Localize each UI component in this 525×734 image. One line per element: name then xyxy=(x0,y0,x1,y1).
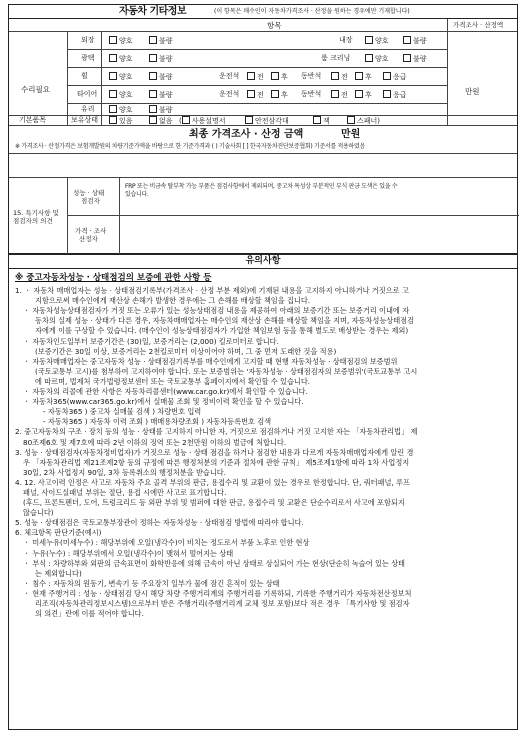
notice-line: 지함으로써 매수인에게 재산상 손해가 발생한 경우에는 그 손해를 배상할 책임을 집니다. xyxy=(35,296,311,306)
notice-body xyxy=(15,273,513,619)
basic-items-status: 보유상태 xyxy=(71,116,99,124)
checkbox-icon[interactable] xyxy=(149,105,157,113)
basic-manual-option[interactable]: ( 사용설명서 xyxy=(179,117,226,125)
notice-line: (국토교통부 고시)를 첨부하여 고지하여야 합니다. 또는 보증범위는 '자동차성능 · 상태점검자의 보증범위'(국토교통부 고시 xyxy=(35,366,418,376)
notice-line: ㆍ 누유(누수) : 해당부위에서 오일(냉각수)이 맺혀서 떨어지는 상태 xyxy=(23,548,234,558)
basic-spanner-option[interactable]: 스패너) xyxy=(347,116,380,126)
repair-item-wheel: 휠 xyxy=(81,72,88,80)
special-price-label: 가격 · 조사 xyxy=(75,227,107,235)
wheel-passenger-front[interactable]: 전 xyxy=(331,72,348,82)
checkbox-icon[interactable] xyxy=(182,116,190,124)
notice-line: 패널, 사이드실패널 부위는 절단, 용접 시에만 사고로 표기합니다. xyxy=(23,487,227,497)
basic-triangle-option[interactable]: 안전삼각대 xyxy=(245,116,289,126)
wheel-passenger-label: 동반석 xyxy=(301,72,322,80)
basic-none-option[interactable]: 없음 xyxy=(149,116,173,126)
checkbox-icon[interactable] xyxy=(383,72,391,80)
glass-good-option[interactable]: 양호 xyxy=(109,105,133,115)
notice-line: ㆍ 현재 주행거리 : 성능 · 상태점검 당시 해당 차량 주행거리계의 주행거리를 기록하되, 기록한 주행거리가 자동차전산정보처 xyxy=(23,588,412,598)
checkbox-icon[interactable] xyxy=(149,36,157,44)
checkbox-icon[interactable] xyxy=(383,90,391,98)
basic-items-label: 기본품목 xyxy=(19,116,47,124)
checkbox-icon[interactable] xyxy=(149,54,157,62)
special-price-label-b: 산정자 xyxy=(79,235,98,243)
notice-line: - 자동차365 ) 자동차 이력 조회 ) 매매용차량조회 ) 자동차등록번호 검색 xyxy=(43,417,272,427)
notice-title: 유의사항 xyxy=(9,255,517,269)
checkbox-icon[interactable] xyxy=(109,116,117,124)
notice-line: ㆍ 미세누유(미세누수) : 해당부위에 오일(냉각수)이 비치는 정도로서 부품 노후로 인한 현상 xyxy=(23,538,310,548)
interior-good-option[interactable]: 양호 xyxy=(365,36,389,46)
polish-bad-option[interactable]: 불량 xyxy=(149,54,173,64)
vehicle-other-info-table xyxy=(8,4,518,254)
notice-line: ㆍ 자동차365(www.car365.go.kr)에서 실매물 조회 및 정비이력 확인을 할 수 있습니다. xyxy=(23,397,304,407)
checkbox-icon[interactable] xyxy=(109,54,117,62)
tire-driver-front[interactable]: 전 xyxy=(247,90,264,100)
wheel-driver-front[interactable]: 전 xyxy=(247,72,264,82)
repair-label: 수리필요 xyxy=(21,85,50,94)
final-estimate-unit: 만원 xyxy=(341,129,361,140)
basic-have-option[interactable]: 있음 xyxy=(109,116,133,126)
checkbox-icon[interactable] xyxy=(247,72,255,80)
checkbox-icon[interactable] xyxy=(271,72,279,80)
notice-line: (후드, 프론트펜더, 도어, 트렁크리드 등 외판 부위 및 범퍼에 대한 판금, 용접수리 및 교환은 단순수리로서 사고에 포함되지 xyxy=(23,498,405,508)
checkbox-icon[interactable] xyxy=(109,36,117,44)
notice-line: (보증기간은 30일 이상, 보증거리는 2천킬로미터 이상이어야 하며, 그 중 먼저 도래한 것을 적용) xyxy=(35,346,337,356)
tire-driver-rear[interactable]: 후 xyxy=(271,90,288,100)
notice-line: 자에게 이를 구상할 수 있습니다. (매수인이 성능상태점검자가 가입한 책임보험 등을 통해 별도로 배상받는 경우는 제외) xyxy=(35,326,409,336)
repair-item-room-cleaning: 룸 크리닝 xyxy=(321,54,351,62)
checkbox-icon[interactable] xyxy=(245,116,253,124)
exterior-good-option[interactable]: 양호 xyxy=(109,36,133,46)
notice-line: 2. 중고자동차의 구조 · 장치 등의 성능 · 상태를 고지하지 아니한 자, 거짓으로 점검하거나 거짓 고지한 자는 「자동차관리법」 제 xyxy=(15,427,418,437)
special-performance-text-1: FRP 또는 비금속 탈부착 가능 부품은 점검사항에서 제외되며, 중고차 특성상 부분적인 부식 판금 도색은 있을 수 xyxy=(125,183,398,190)
wheel-good-option[interactable]: 양호 xyxy=(109,72,133,82)
tire-passenger-rear[interactable]: 후 xyxy=(355,90,372,100)
polish-good-option[interactable]: 양호 xyxy=(109,54,133,64)
checkbox-icon[interactable] xyxy=(355,72,363,80)
notice-line: - 자동차365 ) 중고차 실매물 검색 ) 차량번호 입력 xyxy=(43,407,202,417)
repair-item-glass: 유리 xyxy=(81,105,95,113)
notice-section-heading: ※ 중고자동차성능 · 상태점검의 보증에 관한 사항 등 xyxy=(15,273,212,283)
title-row xyxy=(9,5,517,19)
notice-line: ㆍ 부식 : 차량하부와 외판의 금속표면이 화학반응에 의해 금속이 아닌 상태로 상실되어 가는 현상(단순히 녹슬어 있는 상태 xyxy=(23,558,405,568)
checkbox-icon[interactable] xyxy=(365,36,373,44)
room-cleaning-bad-option[interactable]: 불량 xyxy=(403,54,427,64)
notice-line: 5. 성능 · 상태점검은 국토교통부장관이 정하는 자동차성능 · 상태점검 방법에 따라야 합니다. xyxy=(15,518,304,528)
special-notes-label-2: 점검자의 의견 xyxy=(13,217,53,225)
checkbox-icon[interactable] xyxy=(355,90,363,98)
notice-line: ㆍ 자동차성능상태점검자가 거짓 또는 오류가 있는 성능상태점검 내용을 제공하여 아래의 보증기간 또는 보증거리 이내에 자 xyxy=(23,306,410,316)
wheel-driver-label: 운전석 xyxy=(219,72,240,80)
wheel-passenger-rear[interactable]: 후 xyxy=(355,72,372,82)
final-estimate-label: 최종 가격조사 · 산정 금액 xyxy=(189,129,304,140)
notice-section xyxy=(8,254,518,730)
checkbox-icon[interactable] xyxy=(331,72,339,80)
tire-driver-label: 운전석 xyxy=(219,90,240,98)
notice-line: 리조직(자동차관리정보시스템)으로부터 받은 주행거리(주행거리계 교체 정보 포함)보다 적은 경우 「특기사항 및 점검자 xyxy=(35,599,410,608)
checkbox-icon[interactable] xyxy=(109,90,117,98)
notice-line: ㆍ 침수 : 자동차의 원동기, 변속기 등 주요장치 일부가 물에 잠긴 흔적이 있는 상태 xyxy=(23,578,280,588)
checkbox-icon[interactable] xyxy=(313,116,321,124)
notice-line: ㆍ 자동차매매업자는 중고자동차 성능 · 상태점검기록부를 매수인에게 고지할 때 현행 자동차성능 · 상태점검의 보증범위 xyxy=(23,356,398,366)
checkbox-icon[interactable] xyxy=(347,116,355,124)
glass-bad-option[interactable]: 불량 xyxy=(149,105,173,115)
section-note: (이 항목은 매수인이 자동차가격조사 · 산정을 원하는 경우에만 기재합니다) xyxy=(214,8,410,15)
tire-spare[interactable]: 응급 xyxy=(383,90,407,100)
inspection-form-page xyxy=(8,4,518,730)
wheel-driver-rear[interactable]: 후 xyxy=(271,72,288,82)
checkbox-icon[interactable] xyxy=(331,90,339,98)
tire-bad-option[interactable]: 불량 xyxy=(149,90,173,100)
special-notes-label-1: 15. 특기사항 및 xyxy=(13,209,59,217)
checkbox-icon[interactable] xyxy=(149,90,157,98)
checkbox-icon[interactable] xyxy=(149,116,157,124)
notice-line: 않습니다) xyxy=(23,508,54,518)
repair-item-interior: 내장 xyxy=(339,36,353,44)
room-cleaning-good-option[interactable]: 양호 xyxy=(365,54,389,64)
repair-item-tire: 타이어 xyxy=(77,90,98,98)
wheel-spare[interactable]: 응급 xyxy=(383,72,407,82)
notice-line: 우 「자동차관리법 제21조제2항 등의 규정에 따른 행정처분의 기준과 절차에 관한 규칙」 제5조제1항에 따라 1차 사업정지 xyxy=(23,457,410,467)
repair-item-exterior: 외장 xyxy=(81,36,95,44)
notice-line: 에 따르며, 법제처 국가법령정보센터 또는 국토교통부 홈페이지에서 확인할 수 있습니다. xyxy=(35,376,311,386)
notice-line: 는 제외합니다) xyxy=(35,568,82,578)
section-title: 자동차 기타정보 xyxy=(119,6,187,17)
checkbox-icon[interactable] xyxy=(149,72,157,80)
tire-passenger-label: 동반석 xyxy=(301,90,322,98)
notice-line: ㆍ 자동차의 리콜에 관한 사항은 자동차리콜센터(www.car.go.kr)에서 확인할 수 있습니다. xyxy=(23,387,308,397)
estimate-description: ※ 가격조사 · 산정가격은 보험개발원의 차량기준가액을 바탕으로 한 기준가격과 ( ) 기술사회 [ ] 한국자동차진단보증협회) 기준서를 적용하였음 xyxy=(15,143,366,150)
special-performance-label: 성능 · 상태 xyxy=(73,189,105,197)
checkbox-icon[interactable] xyxy=(403,54,411,62)
wheel-bad-option[interactable]: 불량 xyxy=(149,72,173,82)
notice-line: 30일, 2차 사업정지 90일, 3차 등록취소의 행정처분을 받습니다. xyxy=(23,467,227,477)
checkbox-icon[interactable] xyxy=(109,105,117,113)
basic-jack-option[interactable]: 잭 xyxy=(313,116,330,126)
special-performance-label-b: 점검자 xyxy=(81,197,100,205)
exterior-bad-option[interactable]: 불량 xyxy=(149,36,173,46)
tire-good-option[interactable]: 양호 xyxy=(109,90,133,100)
repair-price-unit: 만원 xyxy=(465,87,480,96)
notice-line: 의 의견」란에 이를 적어야 합니다. xyxy=(35,609,144,619)
notice-line: ㆍ 자동차인도일부터 보증기간은 (30)일, 보증거리는 (2,000) 킬로미터로 합니다. xyxy=(23,336,279,346)
checkbox-icon[interactable] xyxy=(247,90,255,98)
tire-passenger-front[interactable]: 전 xyxy=(331,90,348,100)
notice-line: 1. ㆍ 자동차 매매업자는 성능 · 상태점검기록부(가격조사 · 산정 부분 제외)에 기재된 내용을 고지하지 아니하거나 거짓으로 고 xyxy=(15,286,409,296)
notice-line: 4. 12. 사고이력 인정은 사고로 자동차 주요 골격 부위의 판금, 용접수리 및 교환이 있는 경우로 한정합니다. 단, 쿼터패널, 루프 xyxy=(15,477,410,487)
column-header-item: 항목 xyxy=(267,21,282,30)
checkbox-icon[interactable] xyxy=(365,54,373,62)
special-performance-text-2: 있습니다. xyxy=(125,191,149,198)
repair-item-polish: 광택 xyxy=(81,54,95,62)
checkbox-icon[interactable] xyxy=(109,72,117,80)
interior-bad-option[interactable]: 불량 xyxy=(403,36,427,46)
notice-line: 3. 성능 · 상태점검자(자동차정비업자)가 거짓으로 성능 · 상태 점검을 하거나 점검한 내용과 다르게 자동차매매업자에게 알린 경 xyxy=(15,447,414,457)
checkbox-icon[interactable] xyxy=(271,90,279,98)
notice-line: 80조제6호 및 제7호에 따라 2년 이하의 징역 또는 2천만원 이하의 벌금에 처합니다. xyxy=(23,437,287,447)
notice-line: 6. 체크항목 판단기준(예시) xyxy=(15,528,102,538)
column-header-price: 가격조사 · 산정액 xyxy=(453,21,504,29)
checkbox-icon[interactable] xyxy=(403,36,411,44)
notice-line: 동차의 실제 성능 · 상태가 다른 경우, 자동차매매업자는 매수인의 재산상 손해를 배상할 책임을 지며, 자동차성능상태점검 xyxy=(35,316,415,326)
